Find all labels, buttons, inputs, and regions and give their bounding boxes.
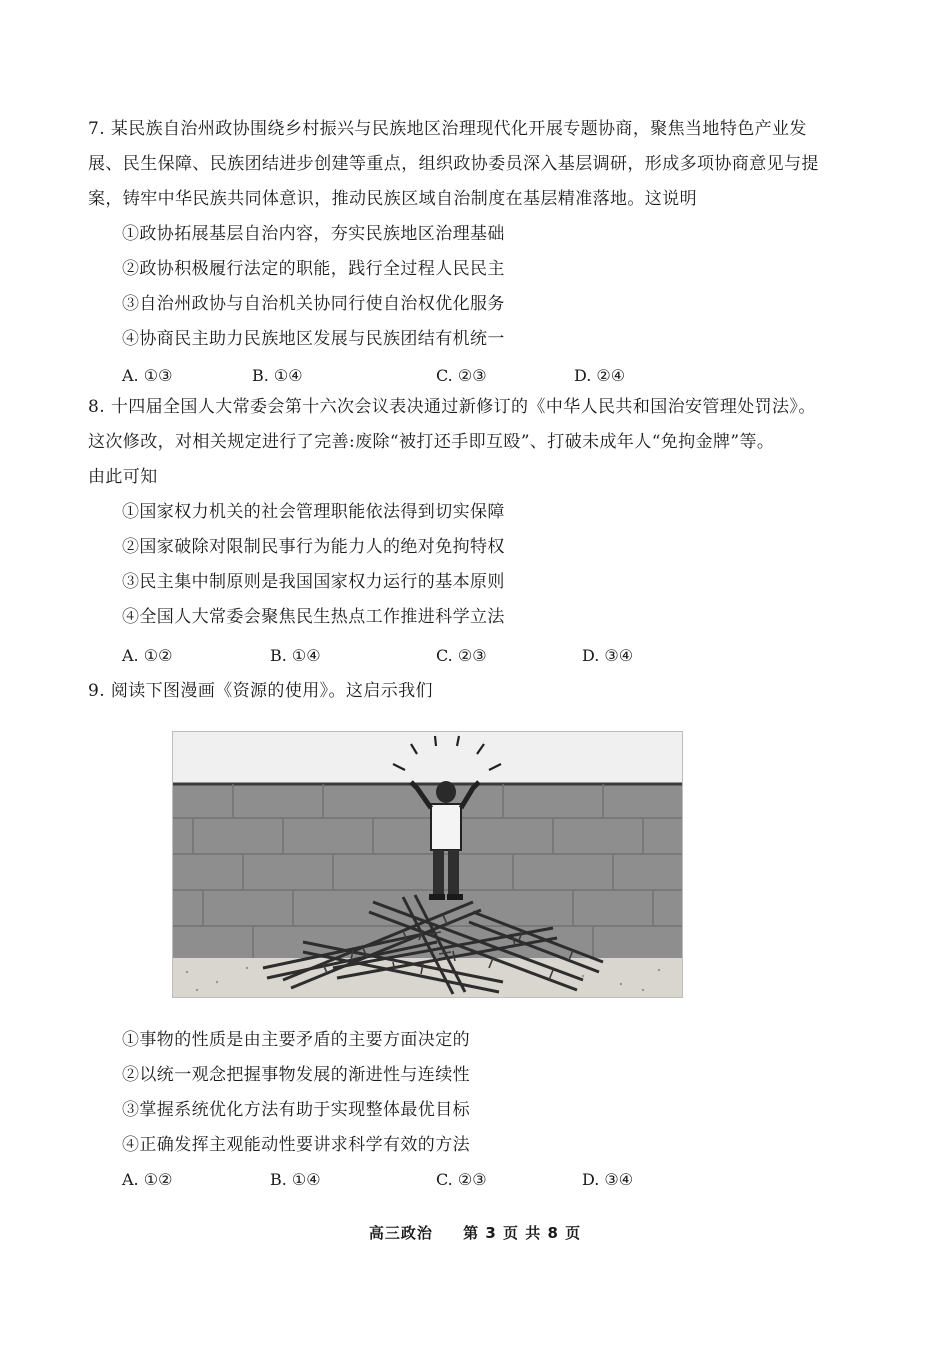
q9-choice-c: C. ②③ — [436, 1170, 487, 1189]
q7-choice-a: A. ①③ — [122, 366, 173, 385]
cartoon-illustration — [173, 732, 682, 997]
q7-stem-line-2: 展、民生保障、民族团结进步创建等重点，组织政协委员深入基层调研，形成多项协商意见与提 — [88, 154, 819, 174]
q7-choice-d: D. ②④ — [574, 366, 626, 385]
q9-option-2: ②以统一观念把握事物发展的渐进性与连续性 — [122, 1065, 470, 1085]
footer-page-number: 第 3 页 共 8 页 — [463, 1224, 582, 1242]
q8-option-1: ①国家权力机关的社会管理职能依法得到切实保障 — [122, 502, 505, 522]
q9-choice-a: A. ①② — [122, 1170, 173, 1189]
page-footer — [0, 1222, 950, 1243]
q9-option-1: ①事物的性质是由主要矛盾的主要方面决定的 — [122, 1030, 470, 1050]
cartoon-figure — [172, 731, 683, 998]
q7-option-1: ①政协拓展基层自治内容，夯实民族地区治理基础 — [122, 224, 505, 244]
q7-stem-line-3: 案，铸牢中华民族共同体意识，推动民族区域自治制度在基层精准落地。这说明 — [88, 189, 697, 209]
q9-option-3: ③掌握系统优化方法有助于实现整体最优目标 — [122, 1100, 470, 1120]
q8-option-4: ④全国人大常委会聚焦民生热点工作推进科学立法 — [122, 607, 505, 627]
q7-option-3: ③自治州政协与自治机关协同行使自治权优化服务 — [122, 294, 505, 314]
footer-subject: 高三政治 — [368, 1224, 433, 1242]
q7-choice-c: C. ②③ — [436, 366, 487, 385]
q8-stem-line-1: 8. 十四届全国人大常委会第十六次会议表决通过新修订的《中华人民共和国治安管理处罚法》。 — [88, 397, 816, 417]
q7-stem-line-1: 7. 某民族自治州政协围绕乡村振兴与民族地区治理现代化开展专题协商，聚焦当地特色产业发 — [88, 119, 807, 139]
q8-stem-line-2: 这次修改，对相关规定进行了完善:废除“被打还手即互殴”、打破未成年人“免拘金牌”等。 — [88, 432, 775, 452]
q8-stem-line-3: 由此可知 — [88, 467, 158, 487]
q8-choice-d: D. ③④ — [582, 646, 634, 665]
q9-choice-b: B. ①④ — [270, 1170, 321, 1189]
q9-option-4: ④正确发挥主观能动性要讲求科学有效的方法 — [122, 1135, 470, 1155]
q8-choice-b: B. ①④ — [270, 646, 321, 665]
q8-option-2: ②国家破除对限制民事行为能力人的绝对免拘特权 — [122, 537, 505, 557]
q9-choice-d: D. ③④ — [582, 1170, 634, 1189]
q7-choice-b: B. ①④ — [252, 366, 303, 385]
q8-choice-a: A. ①② — [122, 646, 173, 665]
q9-stem-line-1: 9. 阅读下图漫画《资源的使用》。这启示我们 — [88, 681, 433, 701]
q8-option-3: ③民主集中制原则是我国国家权力运行的基本原则 — [122, 572, 505, 592]
q8-choice-c: C. ②③ — [436, 646, 487, 665]
q7-option-4: ④协商民主助力民族地区发展与民族团结有机统一 — [122, 329, 505, 349]
q7-option-2: ②政协积极履行法定的职能，践行全过程人民民主 — [122, 259, 505, 279]
